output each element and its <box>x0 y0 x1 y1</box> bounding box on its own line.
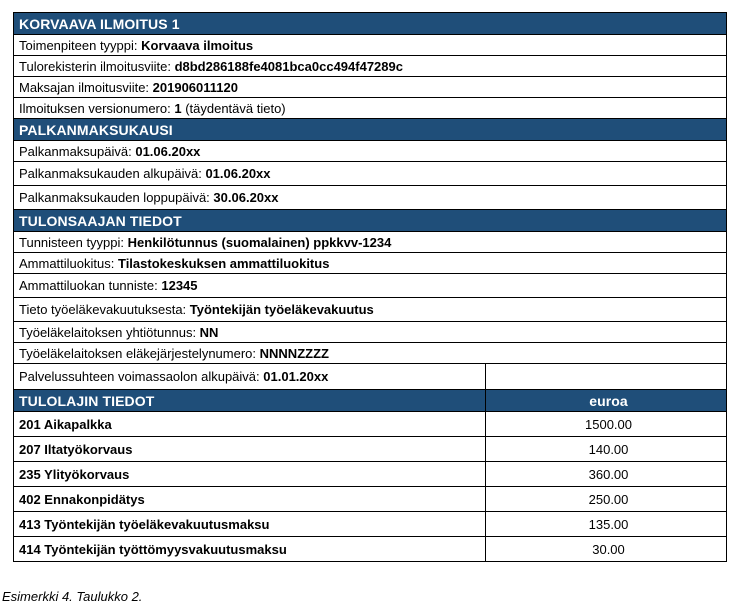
field-label: Toimenpiteen tyyppi: <box>19 37 142 53</box>
field-value: d8bd286188fe4081bca0cc494f47289c <box>174 58 403 74</box>
amount-column-header: euroa <box>486 390 727 412</box>
income-type: 414 Työntekijän työttömyysvakuutusmaksu <box>14 537 486 562</box>
income-type: 207 Iltatyökorvaus <box>14 437 486 462</box>
field-note: (täydentävä tieto) <box>181 100 286 116</box>
field-label: Palkanmaksukauden loppupäivä: <box>19 190 214 205</box>
table-row <box>14 462 727 487</box>
amount: 30.00 <box>486 537 727 562</box>
section-title: PALKANMAKSUKAUSI <box>14 119 727 141</box>
field-label: Maksajan ilmoitusviite: <box>19 79 153 95</box>
table-row <box>14 274 727 298</box>
section-header-tulonsaaja <box>14 210 727 232</box>
amount: 140.00 <box>486 437 727 462</box>
amount: 360.00 <box>486 462 727 487</box>
amount: 1500.00 <box>486 412 727 437</box>
field-value: 1 <box>174 100 182 116</box>
income-type: 402 Ennakonpidätys <box>14 487 486 512</box>
empty-cell <box>486 364 727 390</box>
field-label: Tieto työeläkevakuutuksesta: <box>19 302 190 317</box>
field-value: 30.06.20xx <box>213 190 279 205</box>
section-title: TULONSAAJAN TIEDOT <box>14 210 727 232</box>
table-row <box>14 343 727 364</box>
field-label: Tunnisteen tyyppi: <box>19 234 128 250</box>
field-label: Ammattiluokitus: <box>19 255 118 271</box>
table-row <box>14 512 727 537</box>
amount: 135.00 <box>486 512 727 537</box>
table-row <box>14 537 727 562</box>
table-row <box>14 35 727 56</box>
field-label: Palkanmaksupäivä: <box>19 143 136 159</box>
table-row <box>14 77 727 98</box>
section-title: TULOLAJIN TIEDOT <box>14 390 486 412</box>
table-row <box>14 364 727 390</box>
table-row <box>14 232 727 253</box>
field-value: Tilastokeskuksen ammattiluokitus <box>117 255 330 271</box>
table-row <box>14 56 727 77</box>
field-label: Palvelussuhteen voimassaolon alkupäivä: <box>19 369 264 384</box>
field-label: Ilmoituksen versionumero: <box>19 100 175 116</box>
table-row <box>14 98 727 119</box>
income-type: 413 Työntekijän työeläkevakuutusmaksu <box>14 512 486 537</box>
field-value: 01.06.20xx <box>135 143 201 159</box>
section-header-palkanmaksukausi <box>14 119 727 141</box>
field-value: 01.06.20xx <box>205 166 271 181</box>
table-row <box>14 186 727 210</box>
table-row <box>14 162 727 186</box>
field-value: 12345 <box>161 278 198 293</box>
table-row <box>14 412 727 437</box>
field-label: Tulorekisterin ilmoitusviite: <box>19 58 175 74</box>
table-row <box>14 141 727 162</box>
field-value: 01.01.20xx <box>263 369 329 384</box>
field-value: Korvaava ilmoitus <box>141 37 254 53</box>
table-caption: Esimerkki 4. Taulukko 2. <box>2 589 143 604</box>
field-value: Henkilötunnus (suomalainen) ppkkvv-1234 <box>127 234 392 250</box>
field-value: Työntekijän työeläkevakuutus <box>189 302 374 317</box>
section-header-tulolaji <box>14 390 727 412</box>
amount: 250.00 <box>486 487 727 512</box>
section-title: KORVAAVA ILMOITUS 1 <box>14 13 727 35</box>
field-label: Ammattiluokan tunniste: <box>19 278 162 293</box>
report-table <box>13 12 727 562</box>
table-row <box>14 487 727 512</box>
table-row <box>14 253 727 274</box>
field-label: Palkanmaksukauden alkupäivä: <box>19 166 206 181</box>
table-row <box>14 437 727 462</box>
income-type: 201 Aikapalkka <box>14 412 486 437</box>
field-value: NNNNZZZZ <box>259 345 329 361</box>
income-type: 235 Ylityökorvaus <box>14 462 486 487</box>
table-row <box>14 298 727 322</box>
field-value: 201906011120 <box>152 79 238 95</box>
field-label: Työeläkelaitoksen yhtiötunnus: <box>19 324 200 340</box>
table-row <box>14 322 727 343</box>
field-label: Työeläkelaitoksen eläkejärjestelynumero: <box>19 345 260 361</box>
section-header-korvaava <box>14 13 727 35</box>
field-value: NN <box>199 324 219 340</box>
